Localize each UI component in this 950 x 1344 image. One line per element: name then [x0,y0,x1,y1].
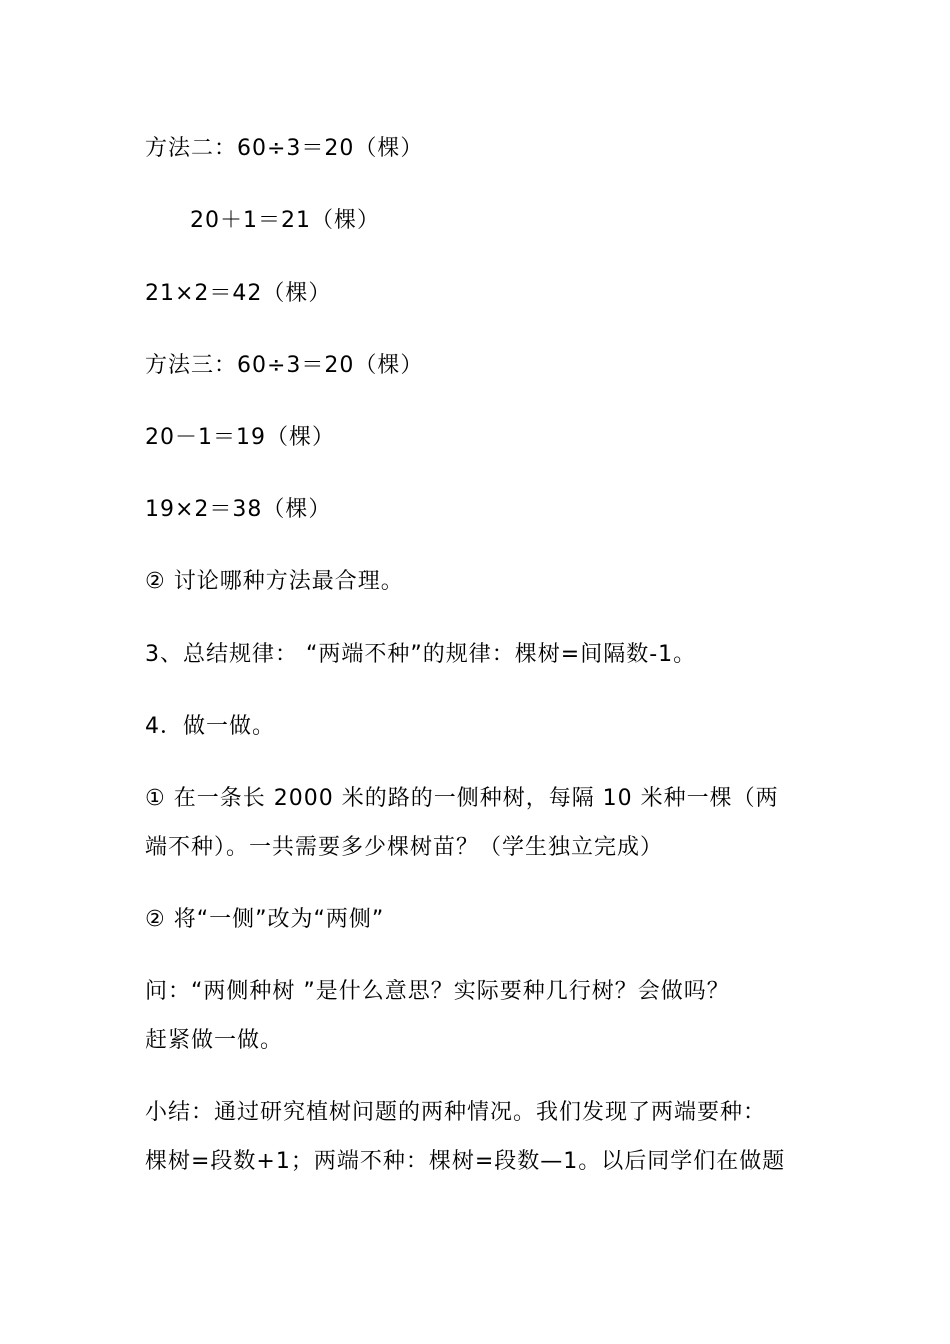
method-three-step-two: 20－1＝19（棵） [145,425,335,450]
method-two-step-two: 20＋1＝21（棵） [190,208,380,233]
practice-question-one-line-two: 端不种）。一共需要多少棵树苗？（学生独立完成） [145,835,664,860]
method-three-line: 方法三：60÷3＝20（棵） [145,353,424,378]
method-two-line: 方法二：60÷3＝20（棵） [145,136,424,161]
practice-heading: 4．做一做。 [145,714,275,739]
question-line-one: 问：“两侧种树 ”是什么意思？实际要种几行树？会做吗？ [145,979,730,1004]
discussion-line: ② 讨论哪种方法最合理。 [145,569,404,594]
practice-question-one-line-one: ① 在一条长 2000 米的路的一侧种树，每隔 10 米种一棵（两 [145,786,779,811]
conclusion-line-one: 小结：通过研究植树问题的两种情况。我们发现了两端要种： [145,1100,767,1125]
practice-question-two: ② 将“一侧”改为“两侧” [145,907,385,932]
conclusion-line-two: 棵树=段数+1；两端不种：棵树=段数—1。以后同学们在做题 [145,1149,786,1174]
question-line-two: 赶紧做一做。 [145,1028,284,1053]
method-three-step-three: 19×2＝38（棵） [145,497,332,522]
summary-rule-line: 3、总结规律： “两端不种”的规律：棵树=间隔数-1。 [145,642,697,667]
method-two-step-three: 21×2＝42（棵） [145,281,332,306]
